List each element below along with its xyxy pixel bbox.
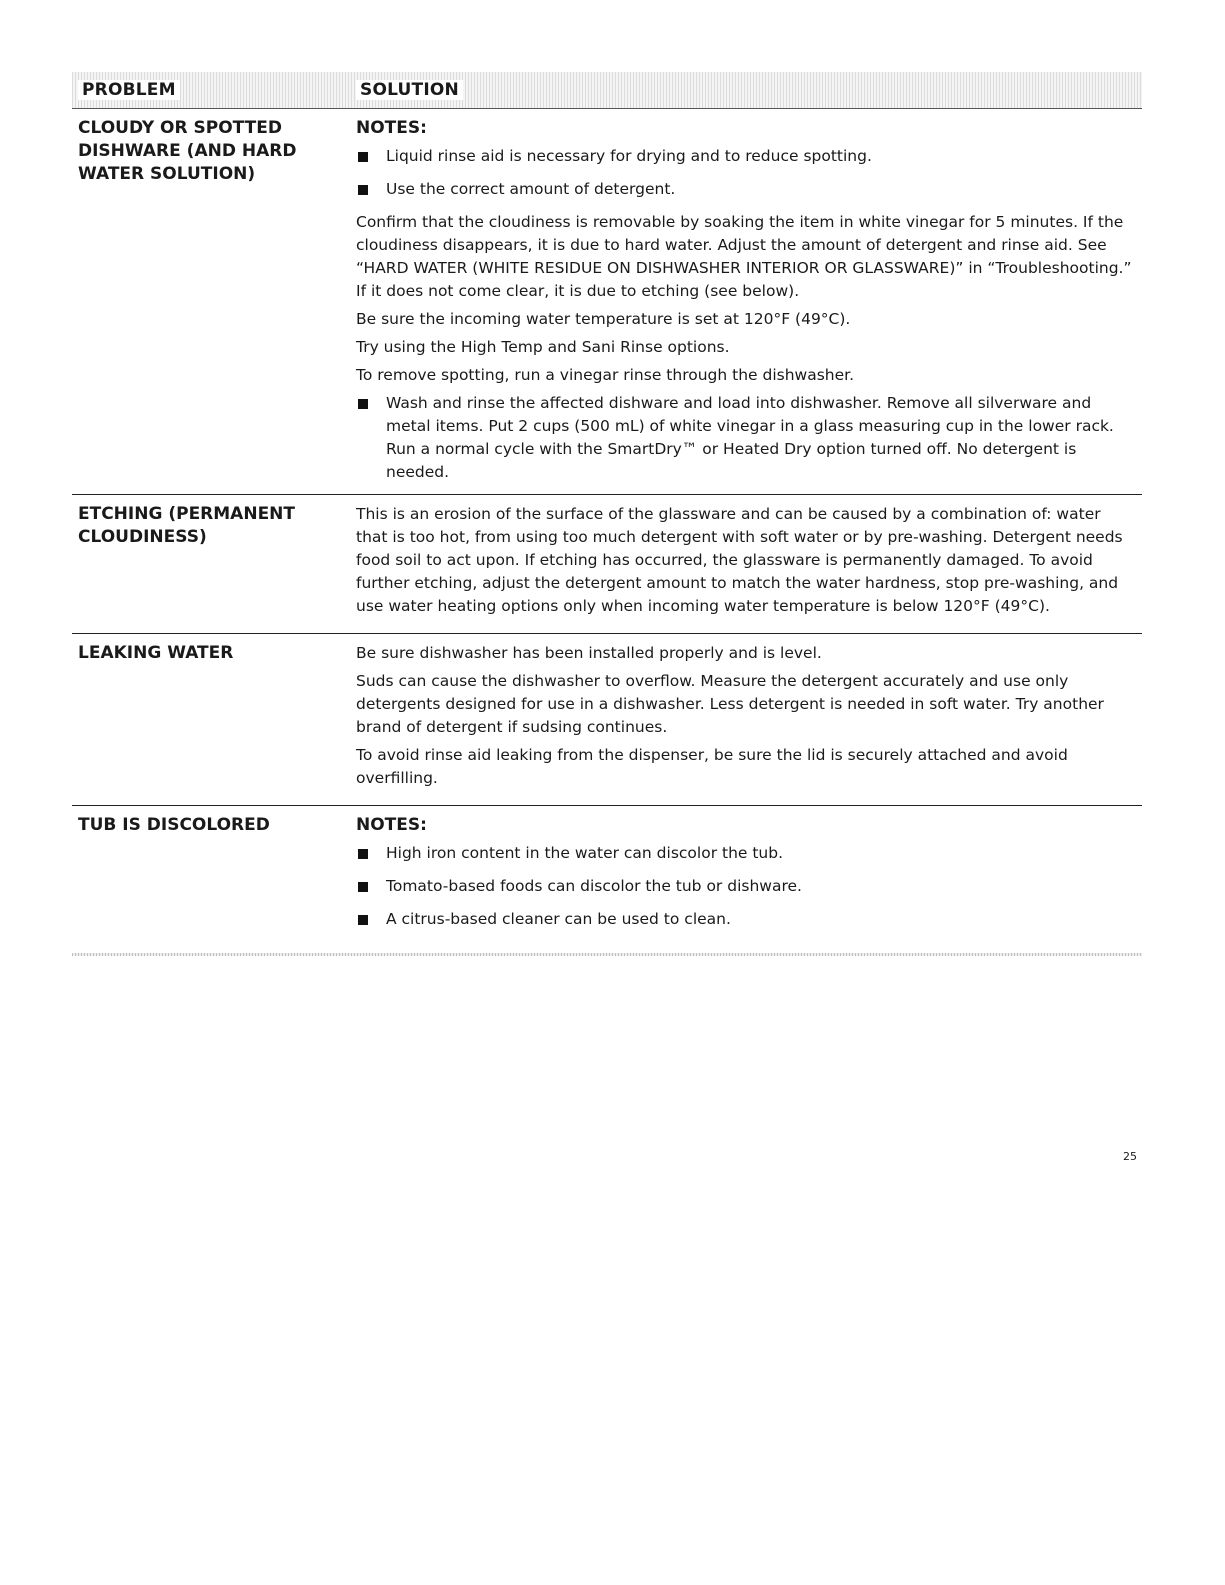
- square-bullet-icon: [358, 152, 368, 162]
- bullet-item: Wash and rinse the affected dishware and load into dishwasher. Remove all silverware and metal items. Put 2 cups (500 mL) of white vinegar in a glass measuring cup in the lower rack. Run a normal cycle with the SmartDry™ or Heated Dry option turned off. No detergent is needed.: [356, 392, 1134, 484]
- solution-cell: [356, 117, 1142, 484]
- paragraph: To avoid rinse aid leaking from the dispenser, be sure the lid is securely attached and avoid overfilling.: [356, 746, 1068, 787]
- table-header: [72, 72, 1142, 109]
- header-problem: PROBLEM: [72, 80, 356, 100]
- bullet-item: Liquid rinse aid is necessary for drying and to reduce spotting.: [356, 145, 1134, 168]
- troubleshooting-table: [72, 72, 1142, 951]
- paragraph: To remove spotting, run a vinegar rinse through the dishwasher.: [356, 366, 855, 384]
- header-solution: SOLUTION: [356, 80, 1142, 100]
- paragraph: Try using the High Temp and Sani Rinse options.: [356, 338, 730, 356]
- table-row: [72, 806, 1142, 951]
- table-row: [72, 634, 1142, 806]
- paragraph: Confirm that the cloudiness is removable by soaking the item in white vinegar for 5 minutes. If the cloudiness disappears, it is due to hard water. Adjust the amount of detergent and rinse aid. See “HARD WATER (WHITE RESIDUE ON DISHWASHER INTERIOR OR GLASSWARE)” in “Troubleshooting.” If it does not come clear, it is due to etching (see below).: [356, 213, 1132, 300]
- paragraph: Suds can cause the dishwasher to overflow. Measure the detergent accurately and use only detergents designed for use in a dishwasher. Less detergent is needed in soft water. Try another brand of detergent if sudsing continues.: [356, 672, 1104, 736]
- table-bottom-rule: [72, 953, 1142, 956]
- solution-cell: [356, 642, 1142, 795]
- bullet-item: A citrus-based cleaner can be used to clean.: [356, 908, 1134, 931]
- square-bullet-icon: [358, 849, 368, 859]
- solution-cell: [356, 814, 1142, 941]
- notes-title: NOTES:: [356, 815, 427, 835]
- table-row: [72, 109, 1142, 495]
- paragraph: This is an erosion of the surface of the glassware and can be caused by a combination of: water that is too hot, from using too much detergent with soft water or by pre-washing. Detergent needs food soil to act upon. If etching has occurred, the glassware is permanently damaged. To avoid further etching, adjust the detergent amount to match the water hardness, stop pre-washing, and use water heating options only when incoming water temperature is below 120°F (49°C).: [356, 505, 1123, 615]
- bullet-item: High iron content in the water can discolor the tub.: [356, 842, 1134, 865]
- problem-cell: TUB IS DISCOLORED: [78, 815, 270, 835]
- square-bullet-icon: [358, 915, 368, 925]
- bullet-item: Tomato-based foods can discolor the tub or dishware.: [356, 875, 1134, 898]
- problem-cell: LEAKING WATER: [78, 643, 234, 663]
- square-bullet-icon: [358, 185, 368, 195]
- square-bullet-icon: [358, 399, 368, 409]
- notes-title: NOTES:: [356, 118, 427, 138]
- table-row: [72, 495, 1142, 634]
- solution-cell: [356, 503, 1142, 623]
- problem-cell: ETCHING (PERMANENT CLOUDINESS): [78, 504, 296, 547]
- square-bullet-icon: [358, 882, 368, 892]
- problem-cell: CLOUDY OR SPOTTED DISHWARE (AND HARD WATER SOLUTION): [78, 118, 297, 184]
- paragraph: Be sure the incoming water temperature is set at 120°F (49°C).: [356, 310, 851, 328]
- paragraph: Be sure dishwasher has been installed properly and is level.: [356, 644, 822, 662]
- page-number: 25: [1123, 1150, 1137, 1163]
- bullet-item: Use the correct amount of detergent.: [356, 178, 1134, 201]
